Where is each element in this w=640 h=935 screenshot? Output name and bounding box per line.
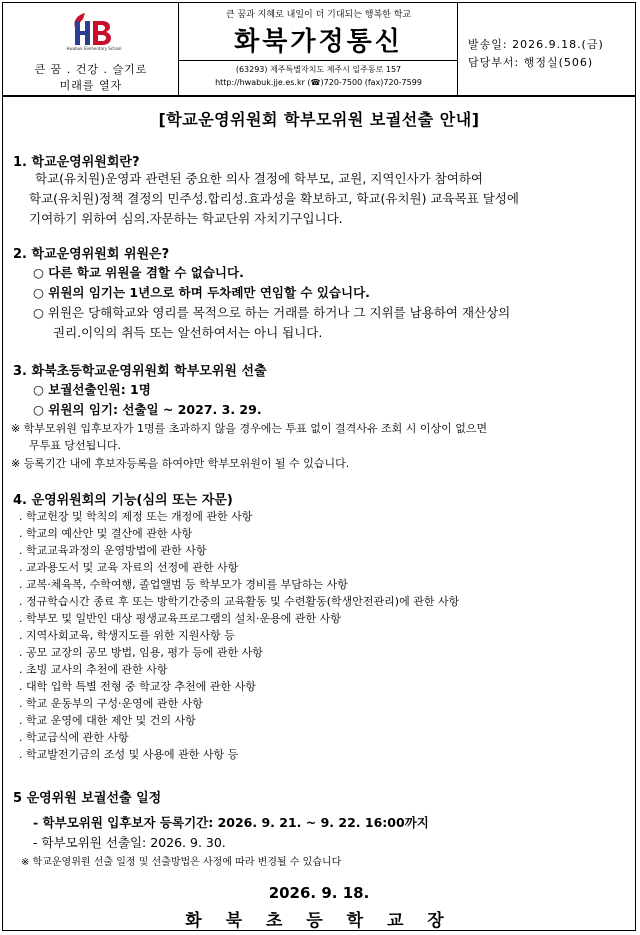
function-item: . 학교 운동부의 구성·운영에 관한 사항 — [19, 697, 203, 710]
notice-date: 2026. 9. 18. — [268, 884, 370, 902]
schedule-item: - 학부모위원 입후보자 등록기간: 2026. 9. 21. ~ 9. 22. 16:00까지 — [33, 815, 429, 830]
newsletter-title: 화북가정통신 — [234, 27, 403, 57]
bullet-item: ○ 위원의 임기: 선출일 ~ 2027. 3. 29. — [33, 402, 262, 417]
note-text: ※ 등록기간 내에 후보자등록을 하여야만 학부모위원이 될 수 있습니다. — [11, 457, 350, 470]
newsletter-page — [2, 2, 636, 931]
function-item: . 정규학습시간 종료 후 또는 방학기간중의 교육활동 및 수련활동(학생안전관리)에 관한 사항 — [19, 595, 460, 608]
function-item: . 학교의 예산안 및 결산에 관한 사항 — [19, 527, 193, 540]
function-item: . 학교 운영에 대한 제안 및 건의 사항 — [19, 714, 196, 727]
section-heading: 2. 학교운영위원회 위원은? — [13, 247, 170, 262]
function-item: . 대학 입학 특별 전형 중 학교장 추천에 관한 사항 — [19, 680, 256, 693]
body-text: 학교(유치원)정책 결정의 민주성.합리성.효과성을 확보하고, 학교(유치원) 교육목표 달성에 — [29, 191, 519, 206]
function-item: . 학교교육과정의 운영방법에 관한 사항 — [19, 544, 207, 557]
school-slogan-line2: 미래를 열자 — [59, 79, 123, 92]
function-item: . 학교급식에 관한 사항 — [19, 731, 129, 744]
issue-date: 발송일: 2026.9.18.(금) — [468, 38, 604, 51]
note-text: ※ 학교운영위원 선출 일정 및 선출방법은 사정에 따라 변경될 수 있습니다 — [21, 857, 342, 868]
schedule-item: - 학부모위원 선출일: 2026. 9. 30. — [33, 835, 226, 850]
function-item: . 공모 교장의 공모 방법, 임용, 평가 등에 관한 사항 — [19, 646, 263, 659]
school-address: (63293) 제주특별자치도 제주시 일주동로 157 — [235, 65, 402, 74]
bullet-item: ○ 위원은 당해학교와 영리를 목적으로 하는 거래를 하거나 그 지위를 남용하여 재산상의 — [33, 305, 511, 320]
section-heading: 1. 학교운영위원회란? — [13, 155, 140, 170]
function-item: . 학교발전기금의 조성 및 사용에 관한 사항 등 — [19, 748, 239, 761]
function-item: . 초빙 교사의 추천에 관한 사항 — [19, 663, 168, 676]
note-text-continued: 무투표 당선됩니다. — [29, 439, 122, 452]
newsletter-header — [3, 3, 635, 97]
school-slogan: 큰 꿈 . 건강 . 슬기로 — [34, 63, 148, 76]
principal-signature: 화 북 초 등 학 교 장 — [185, 911, 453, 931]
function-item: . 지역사회교육, 학생지도를 위한 지원사항 등 — [19, 629, 235, 642]
header-right-cell — [458, 3, 635, 95]
section-heading: 4. 운영위원회의 기능(심의 또는 자문) — [13, 493, 233, 508]
header-left-cell — [3, 3, 179, 95]
function-item: . 학교헌장 및 학칙의 제정 또는 개정에 관한 사항 — [19, 510, 253, 523]
section-heading: 3. 화북초등학교운영위원회 학부모위원 선출 — [13, 364, 267, 379]
note-text: ※ 학부모위원 입후보자가 1명를 초과하지 않을 경우에는 투표 없이 결격사유 조회 시 이상이 없으면 — [11, 422, 488, 435]
function-item: . 교복·체육복, 수학여행, 졸업앨범 등 학부모가 경비를 부담하는 사항 — [19, 578, 348, 591]
school-contact: http://hwabuk.jje.es.kr (☎)720-7500 (fax)720-7599 — [215, 78, 422, 87]
bullet-item: ○ 위원의 임기는 1년으로 하며 두차례만 연임할 수 있습니다. — [33, 285, 370, 300]
section-heading: 5 운영위원 보궐선출 일정 — [13, 791, 162, 806]
header-middle-cell — [179, 3, 458, 95]
bullet-item: ○ 보궐선출인원: 1명 — [33, 382, 151, 397]
function-item: . 학부모 및 일반인 대상 평생교육프로그램의 설치·운용에 관한 사항 — [19, 612, 341, 625]
function-item: . 교과용도서 및 교육 자료의 선정에 관한 사항 — [19, 561, 239, 574]
school-motto: 큰 꿈과 지혜로 내일이 더 기대되는 행복한 학교 — [225, 10, 412, 20]
body-text: 학교(유치원)운영과 관련된 중요한 의사 결정에 학부모, 교원, 지역인사가 참여하여 — [35, 171, 483, 186]
bullet-item-continued: 권리.이익의 취득 또는 알선하여서는 아니 됩니다. — [53, 325, 323, 340]
bullet-item: ○ 다른 학교 위원을 겸할 수 없습니다. — [33, 265, 244, 280]
department: 담당부서: 행정실(506) — [468, 56, 594, 69]
logo-caption: Hwabuk Elementary School — [66, 46, 122, 51]
notice-title: [학교운영위원회 학부모위원 보궐선출 안내] — [158, 110, 480, 129]
body-text: 기여하기 위하여 심의.자문하는 학교단위 자치기구입니다. — [29, 211, 343, 226]
divider — [179, 60, 458, 61]
